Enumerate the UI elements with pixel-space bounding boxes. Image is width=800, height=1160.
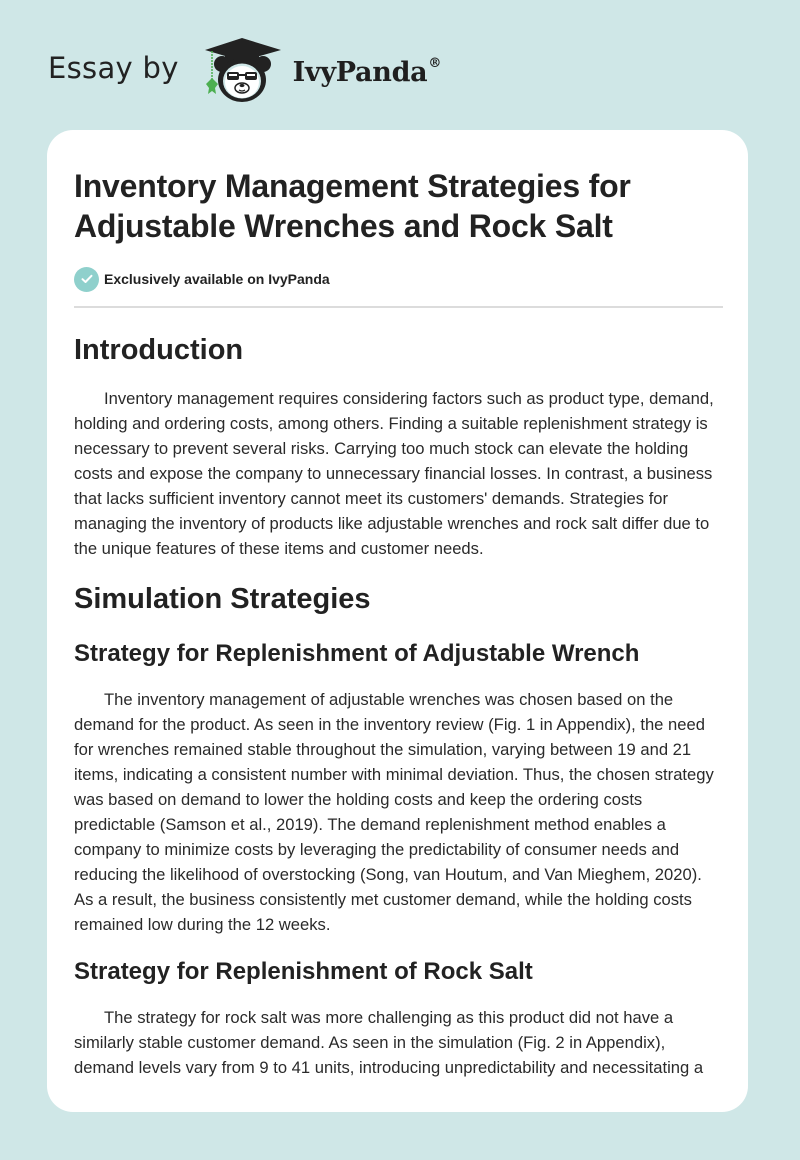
check-circle-icon bbox=[74, 267, 99, 292]
brand-name: IvyPanda bbox=[292, 56, 428, 88]
subheading-adjustable-wrench: Strategy for Replenishment of Adjustable Wrench bbox=[74, 640, 640, 667]
article-card bbox=[47, 130, 748, 1112]
introduction-paragraph: Inventory management requires considering factors such as product type, demand, holding and ordering costs, among others. Finding a suitable replenishment strategy is necessary to prevent several risks. Carrying too much stock can elevate the holding costs and expose the company to unnecessary financial losses. In contrast, a business that lacks sufficient inventory cannot meet its customers' demands. Strategies for managing the inventory of products like adjustable wrenches and rock salt differ due to the unique features of these items and customer needs. bbox=[74, 389, 714, 558]
rock-salt-paragraph: The strategy for rock salt was more challenging as this product did not have a similarly stable customer demand. As seen in the simulation (Fig. 2 in Appendix), demand levels vary from 9 to 41 units, introducing unpredictability and necessitating a bbox=[74, 1008, 704, 1077]
panda-graduate-icon[interactable] bbox=[197, 34, 287, 106]
subheading-rock-salt: Strategy for Replenishment of Rock Salt bbox=[74, 958, 533, 985]
section-heading-simulation-strategies: Simulation Strategies bbox=[74, 583, 371, 615]
divider bbox=[74, 306, 723, 308]
title-line-2: Adjustable Wrenches and Rock Salt bbox=[74, 208, 613, 244]
article-title bbox=[74, 166, 722, 246]
section-heading-introduction: Introduction bbox=[74, 334, 244, 366]
essay-by-label: Essay by bbox=[48, 50, 179, 85]
title-line-1: Inventory Management Strategies for bbox=[74, 168, 631, 204]
adjustable-wrench-paragraph: The inventory management of adjustable wrenches was chosen based on the demand for the product. As seen in the inventory review (Fig. 1 in Appendix), the need for wrenches remained stable throughout the simulation, varying between 19 and 21 items, indicating a consistent number with minimal deviation. Thus, the chosen strategy was based on demand to lower the holding costs and keep the ordering costs predictable (Samson et al., 2019). The demand replenishment method enables a company to minimize costs by leveraging the predictability of consumer needs and reducing the likelihood of overstocking (Song, van Houtum, and Van Mieghem, 2020). As a result, the business consistently met customer demand, while the holding costs remained low during the 12 weeks. bbox=[74, 690, 714, 934]
registered-mark: ® bbox=[428, 55, 442, 71]
site-header bbox=[48, 32, 441, 107]
exclusive-badge bbox=[74, 266, 722, 292]
brand-logo-text[interactable] bbox=[293, 56, 441, 88]
exclusive-badge-text: Exclusively available on IvyPanda bbox=[104, 271, 330, 287]
